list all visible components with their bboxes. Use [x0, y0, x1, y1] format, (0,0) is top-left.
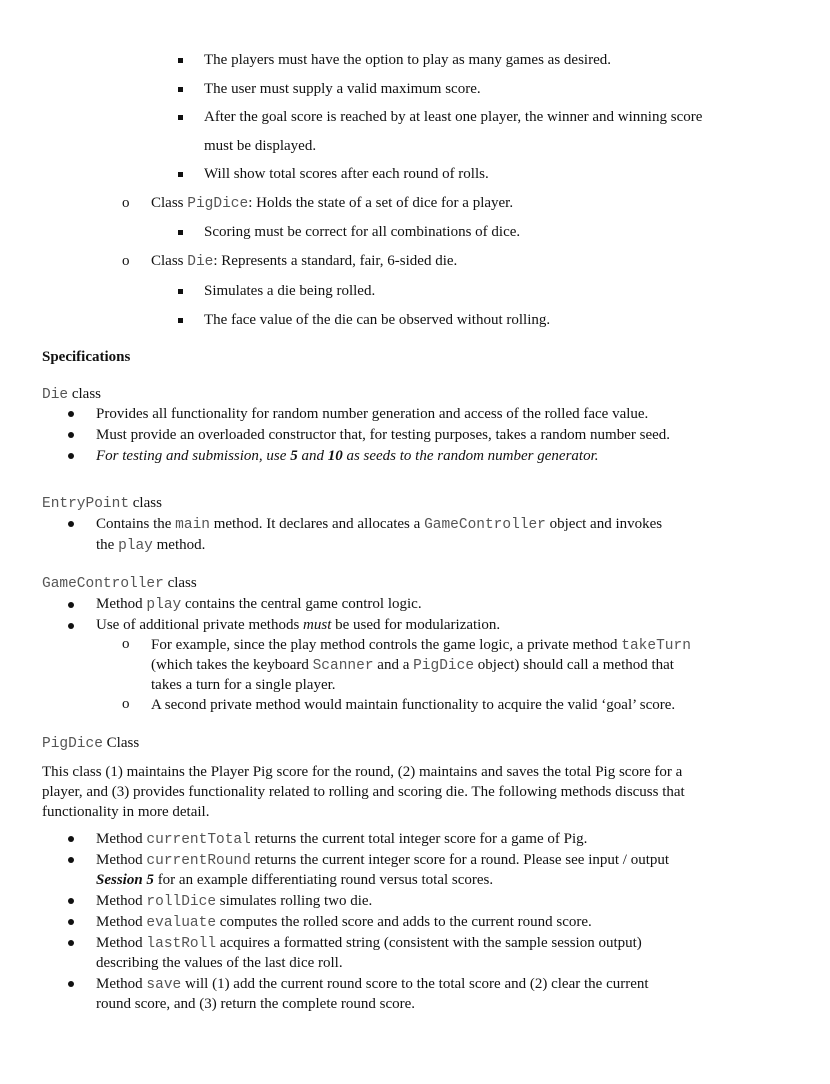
bullet-dot: [68, 919, 74, 925]
list-item: Scoring must be correct for all combinations of dice.: [204, 224, 521, 240]
square-bullet: [178, 318, 183, 323]
list-item: After the goal score is reached by at least one player, the winner and winning score: [204, 109, 703, 125]
list-item: Use of additional private methods must be used for modularization.: [96, 617, 501, 633]
bullet-dot: [68, 940, 74, 946]
list-item: Provides all functionality for random number generation and access of the rolled face value.: [96, 406, 649, 422]
list-item-continuation: the play method.: [96, 537, 206, 554]
bullet-dot: [68, 836, 74, 842]
list-item: Must provide an overloaded constructor that, for testing purposes, takes a random number seed.: [96, 427, 671, 443]
gamecontroller-section-heading: GameController class: [42, 575, 197, 592]
bullet-dot: [68, 602, 74, 608]
list-item-continuation: round score, and (3) return the complete round score.: [96, 996, 416, 1012]
pigdice-section-heading: PigDice Class: [42, 735, 140, 752]
code-pigdice: PigDice: [187, 196, 249, 212]
method-currenttotal: Method currentTotal returns the current total integer score for a game of Pig.: [96, 831, 588, 848]
list-item: Contains the main method. It declares and allocates a GameController object and invokes: [96, 516, 663, 533]
list-item: The face value of the die can be observed without rolling.: [204, 312, 551, 328]
list-item-continuation: describing the values of the last dice roll.: [96, 955, 343, 971]
square-bullet: [178, 289, 183, 294]
circle-bullet: o: [122, 636, 130, 652]
bullet-dot: [68, 623, 74, 629]
pigdice-description: This class (1) maintains the Player Pig score for the round, (2) maintains and saves the total Pig score for a: [42, 764, 683, 780]
code-die: Die: [187, 254, 214, 270]
list-item-continuation: (which takes the keyboard Scanner and a PigDice object) should call a method that: [151, 657, 674, 674]
class-pigdice-item: Class PigDice: Holds the state of a set of dice for a player.: [151, 195, 514, 212]
bullet-dot: [68, 521, 74, 527]
square-bullet: [178, 172, 183, 177]
circle-bullet: o: [122, 195, 130, 211]
list-item-continuation: must be displayed.: [204, 138, 317, 154]
seed-note: For testing and submission, use 5 and 10 as seeds to the random number generator.: [96, 448, 599, 464]
circle-bullet: o: [122, 253, 130, 269]
bullet-dot: [68, 453, 74, 459]
list-item-continuation: takes a turn for a single player.: [151, 677, 336, 693]
square-bullet: [178, 87, 183, 92]
method-lastroll: Method lastRoll acquires a formatted string (consistent with the sample session output): [96, 935, 642, 952]
die-section-heading: Die class: [42, 386, 102, 403]
pigdice-description: player, and (3) provides functionality related to rolling and scoring die. The following methods discuss that: [42, 784, 685, 800]
list-item: The user must supply a valid maximum score.: [204, 81, 481, 97]
pigdice-description: functionality in more detail.: [42, 804, 210, 820]
method-save: Method save will (1) add the current round score to the total score and (2) clear the current: [96, 976, 649, 993]
list-item: Will show total scores after each round of rolls.: [204, 166, 489, 182]
method-rolldice: Method rollDice simulates rolling two die.: [96, 893, 373, 910]
list-item: The players must have the option to play as many games as desired.: [204, 52, 611, 68]
list-item: Simulates a die being rolled.: [204, 283, 376, 299]
specifications-heading: Specifications: [42, 349, 131, 365]
list-item: A second private method would maintain functionality to acquire the valid ‘goal’ score.: [151, 697, 676, 713]
bullet-dot: [68, 432, 74, 438]
list-item-continuation: Session 5 for an example differentiating round versus total scores.: [96, 872, 494, 888]
bullet-dot: [68, 981, 74, 987]
entrypoint-section-heading: EntryPoint class: [42, 495, 162, 512]
method-currentround: Method currentRound returns the current integer score for a round. Please see input / output: [96, 852, 670, 869]
bullet-dot: [68, 898, 74, 904]
bullet-dot: [68, 411, 74, 417]
square-bullet: [178, 230, 183, 235]
square-bullet: [178, 58, 183, 63]
class-die-item: Class Die: Represents a standard, fair, 6-sided die.: [151, 253, 458, 270]
list-item: For example, since the play method controls the game logic, a private method takeTurn: [151, 637, 691, 654]
bullet-dot: [68, 857, 74, 863]
list-item: Method play contains the central game control logic.: [96, 596, 422, 613]
square-bullet: [178, 115, 183, 120]
method-evaluate: Method evaluate computes the rolled score and adds to the current round score.: [96, 914, 592, 931]
circle-bullet: o: [122, 696, 130, 712]
